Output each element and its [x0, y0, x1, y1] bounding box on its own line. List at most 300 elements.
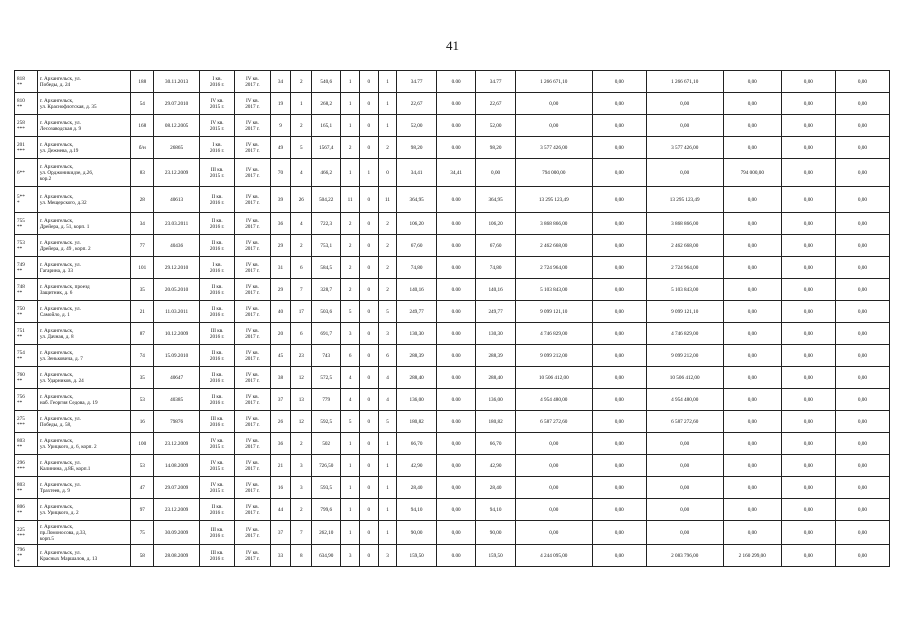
- cell-c16: 9 099 121,10: [515, 301, 592, 323]
- cell-c4: 40436: [154, 235, 200, 257]
- cell-c5: II кв. 2016 г.: [199, 389, 234, 411]
- cell-c13: 67,60: [397, 235, 436, 257]
- cell-c17: 0,00: [592, 279, 646, 301]
- cell-c9: 540,6: [312, 71, 341, 93]
- cell-c18: 5 103 843,00: [646, 279, 723, 301]
- cell-c20: 0,00: [781, 71, 835, 93]
- cell-c11: 0: [359, 137, 378, 159]
- cell-c17: 0,00: [592, 213, 646, 235]
- cell-c9: 165,1: [312, 115, 341, 137]
- cell-c8: 8: [291, 545, 312, 567]
- cell-c19: 0,00: [723, 345, 781, 367]
- cell-c20: 0,00: [781, 213, 835, 235]
- cell-c15: 136,00: [476, 389, 515, 411]
- cell-c10: 4: [341, 367, 360, 389]
- cell-c7: 49: [270, 137, 291, 159]
- cell-id: 818 **: [15, 71, 38, 93]
- cell-c10: 1: [341, 433, 360, 455]
- cell-c18: 3 577 426,00: [646, 137, 723, 159]
- cell-c20: 0,00: [781, 455, 835, 477]
- cell-c5: II кв. 2016 г.: [199, 213, 234, 235]
- cell-c13: 130,30: [397, 323, 436, 345]
- cell-c18: 1 266 671,10: [646, 71, 723, 93]
- cell-c16: 0,00: [515, 455, 592, 477]
- table-row: [15, 499, 890, 521]
- cell-c12: 1: [378, 115, 397, 137]
- cell-c9: 592,5: [312, 411, 341, 433]
- cell-c13: 34.77: [397, 71, 436, 93]
- cell-c10: 2: [341, 235, 360, 257]
- cell-c21: 0,00: [835, 411, 889, 433]
- cell-c16: 0,00: [515, 93, 592, 115]
- cell-c13: 34,41: [397, 159, 436, 187]
- table-row: [15, 455, 890, 477]
- cell-c20: 0,00: [781, 301, 835, 323]
- cell-c19: 0,00: [723, 137, 781, 159]
- cell-c12: 3: [378, 323, 397, 345]
- cell-c6: IV кв. 2017 г.: [235, 477, 270, 499]
- cell-c4: 40647: [154, 367, 200, 389]
- cell-c19: 0,00: [723, 367, 781, 389]
- cell-c3: 35: [131, 279, 154, 301]
- cell-c13: 42,90: [397, 455, 436, 477]
- cell-c14: 0.00: [436, 545, 475, 567]
- table-row: [15, 187, 890, 213]
- cell-c20: 0,00: [781, 279, 835, 301]
- cell-c7: 36: [270, 433, 291, 455]
- cell-c7: 9: [270, 115, 291, 137]
- cell-c8: 5: [291, 137, 312, 159]
- cell-c15: 94,10: [476, 499, 515, 521]
- cell-c18: 4 746 829,00: [646, 323, 723, 345]
- cell-c3: 21: [131, 301, 154, 323]
- cell-c9: 799,6: [312, 499, 341, 521]
- cell-c11: 0: [359, 455, 378, 477]
- cell-c16: 0,00: [515, 521, 592, 545]
- cell-c5: III кв. 2016 г.: [199, 521, 234, 545]
- table-row: [15, 323, 890, 345]
- cell-c4: 14.08.2009: [154, 455, 200, 477]
- cell-c19: 0,00: [723, 389, 781, 411]
- cell-c7: 19: [270, 93, 291, 115]
- cell-c18: 4 954 480,00: [646, 389, 723, 411]
- cell-c5: IV кв. 2015 г.: [199, 455, 234, 477]
- cell-id: 748 **: [15, 279, 38, 301]
- cell-c14: 0.00: [436, 411, 475, 433]
- cell-address: г. Архангельск, ул. Красных Маршалов, д. 13: [37, 545, 131, 567]
- cell-c19: 0,00: [723, 115, 781, 137]
- cell-c6: IV кв. 2017 г.: [235, 257, 270, 279]
- cell-c13: 140,16: [397, 279, 436, 301]
- table-row: [15, 159, 890, 187]
- cell-c16: 0,00: [515, 433, 592, 455]
- cell-c6: IV кв. 2017 г.: [235, 235, 270, 257]
- cell-c17: 0,00: [592, 159, 646, 187]
- cell-c12: 4: [378, 389, 397, 411]
- cell-c19: 0,00: [723, 257, 781, 279]
- cell-c16: 4 954 480,00: [515, 389, 592, 411]
- cell-c13: 288,39: [397, 345, 436, 367]
- cell-c21: 0,00: [835, 257, 889, 279]
- cell-c3: 54: [131, 93, 154, 115]
- cell-c17: 0,00: [592, 187, 646, 213]
- cell-c8: 2: [291, 235, 312, 257]
- cell-c13: 52,00: [397, 115, 436, 137]
- cell-c15: 34.77: [476, 71, 515, 93]
- cell-address: г. Архангельск, ул. Краснофлотская, д. 35: [37, 93, 131, 115]
- cell-c3: 28: [131, 187, 154, 213]
- cell-c14: 0.00: [436, 187, 475, 213]
- cell-c18: 13 295 123,49: [646, 187, 723, 213]
- cell-c4: 30.09.2009: [154, 521, 200, 545]
- cell-c9: 328,7: [312, 279, 341, 301]
- cell-c3: 87: [131, 323, 154, 345]
- cell-c17: 0,00: [592, 323, 646, 345]
- table-row: [15, 115, 890, 137]
- cell-id: 296 ***: [15, 455, 38, 477]
- cell-c3: 97: [131, 499, 154, 521]
- cell-id: 755 **: [15, 213, 38, 235]
- table-row: [15, 433, 890, 455]
- cell-c18: 9 099 212,00: [646, 345, 723, 367]
- cell-c17: 0,00: [592, 93, 646, 115]
- cell-c15: 249,77: [476, 301, 515, 323]
- table-row: [15, 235, 890, 257]
- cell-c17: 0,00: [592, 367, 646, 389]
- cell-c14: 0.00: [436, 345, 475, 367]
- cell-c17: 0,00: [592, 137, 646, 159]
- cell-c5: III кв. 2015 г.: [199, 159, 234, 187]
- cell-c6: IV кв. 2017 г.: [235, 213, 270, 235]
- table-row: [15, 257, 890, 279]
- cell-c9: 753,1: [312, 235, 341, 257]
- cell-c9: 262,10: [312, 521, 341, 545]
- cell-c7: 16: [270, 477, 291, 499]
- cell-c6: IV кв. 2017 г.: [235, 521, 270, 545]
- cell-c15: 130,30: [476, 323, 515, 345]
- cell-id: 754 **: [15, 345, 38, 367]
- cell-c17: 0,00: [592, 521, 646, 545]
- cell-c3: 100: [131, 433, 154, 455]
- cell-c20: 0,00: [781, 367, 835, 389]
- cell-c3: 83: [131, 159, 154, 187]
- cell-c9: 572,5: [312, 367, 341, 389]
- cell-c18: 0,00: [646, 521, 723, 545]
- cell-c10: 1: [341, 115, 360, 137]
- cell-c15: 106,20: [476, 213, 515, 235]
- cell-c17: 0,00: [592, 115, 646, 137]
- table-row: [15, 71, 890, 93]
- cell-c3: 34: [131, 213, 154, 235]
- cell-c8: 23: [291, 345, 312, 367]
- cell-c14: 0.00: [436, 213, 475, 235]
- cell-c6: IV кв. 2017 г.: [235, 345, 270, 367]
- cell-c20: 0,00: [781, 115, 835, 137]
- cell-c19: 0,00: [723, 279, 781, 301]
- cell-c3: 101: [131, 257, 154, 279]
- cell-c20: 0,00: [781, 545, 835, 567]
- cell-c15: 28,40: [476, 477, 515, 499]
- cell-c15: 288,39: [476, 345, 515, 367]
- cell-id: 275 ***: [15, 411, 38, 433]
- cell-c8: 13: [291, 389, 312, 411]
- cell-c4: 28.08.2009: [154, 545, 200, 567]
- cell-c4: 23.12.2009: [154, 159, 200, 187]
- cell-c15: 22,67: [476, 93, 515, 115]
- cell-c5: IV кв. 2015 г.: [199, 433, 234, 455]
- cell-c5: II кв. 2016 г.: [199, 301, 234, 323]
- cell-c6: IV кв. 2017 г.: [235, 159, 270, 187]
- cell-c9: 593,5: [312, 477, 341, 499]
- cell-address: г. Архангельск, наб. Георгия Седова, д. 19: [37, 389, 131, 411]
- cell-c9: 743: [312, 345, 341, 367]
- cell-c20: 0,00: [781, 433, 835, 455]
- cell-c21: 0,00: [835, 235, 889, 257]
- cell-c17: 0,00: [592, 345, 646, 367]
- cell-c6: IV кв. 2017 г.: [235, 187, 270, 213]
- cell-c13: 364,95: [397, 187, 436, 213]
- cell-c15: 180,82: [476, 411, 515, 433]
- cell-c14: 0.00: [436, 279, 475, 301]
- cell-c21: 0,00: [835, 345, 889, 367]
- cell-c3: 53: [131, 389, 154, 411]
- cell-c16: 2 724 964,00: [515, 257, 592, 279]
- cell-c8: 2: [291, 433, 312, 455]
- cell-c19: 0,00: [723, 187, 781, 213]
- cell-c13: 94,10: [397, 499, 436, 521]
- cell-c8: 3: [291, 477, 312, 499]
- cell-c16: 10 506 412,00: [515, 367, 592, 389]
- cell-c4: 23.12.2009: [154, 433, 200, 455]
- cell-c14: 0,00: [436, 455, 475, 477]
- cell-c14: 0.00: [436, 389, 475, 411]
- housing-table: [14, 70, 890, 567]
- cell-address: г. Архангельск, ул. Дежнева, д.19: [37, 137, 131, 159]
- cell-id: 803 **: [15, 477, 38, 499]
- cell-c16: 3 868 866,00: [515, 213, 592, 235]
- cell-c15: 364,95: [476, 187, 515, 213]
- cell-c12: 1: [378, 521, 397, 545]
- cell-c12: 11: [378, 187, 397, 213]
- cell-id: 803 **: [15, 433, 38, 455]
- cell-c9: 504,22: [312, 187, 341, 213]
- cell-c18: 0,00: [646, 93, 723, 115]
- cell-c4: 15.09.2010: [154, 345, 200, 367]
- cell-address: г. Архангельск, ул. Дачная, д. 8: [37, 323, 131, 345]
- cell-c15: 140,16: [476, 279, 515, 301]
- table-row: [15, 93, 890, 115]
- cell-c3: 188: [131, 71, 154, 93]
- cell-address: г. Архангельск, ул. Мещерского, д.32: [37, 187, 131, 213]
- cell-c8: 17: [291, 301, 312, 323]
- cell-c7: 29: [270, 279, 291, 301]
- cell-c17: 0,00: [592, 545, 646, 567]
- cell-c10: 2: [341, 137, 360, 159]
- cell-c18: 0,00: [646, 455, 723, 477]
- cell-c9: 634,90: [312, 545, 341, 567]
- cell-c10: 3: [341, 323, 360, 345]
- cell-c7: 33: [270, 545, 291, 567]
- cell-c11: 0: [359, 499, 378, 521]
- cell-c20: 0,00: [781, 93, 835, 115]
- cell-c14: 0.00: [436, 367, 475, 389]
- cell-c19: 0,00: [723, 301, 781, 323]
- cell-c16: 4 746 829,00: [515, 323, 592, 345]
- cell-c12: 1: [378, 93, 397, 115]
- cell-c11: 0: [359, 115, 378, 137]
- cell-c10: 1: [341, 477, 360, 499]
- cell-c20: 0,00: [781, 137, 835, 159]
- cell-c19: 0,00: [723, 433, 781, 455]
- cell-c3: 74: [131, 345, 154, 367]
- cell-c8: 4: [291, 159, 312, 187]
- cell-c18: 0,00: [646, 115, 723, 137]
- cell-c13: 74,80: [397, 257, 436, 279]
- cell-c7: 36: [270, 213, 291, 235]
- cell-c16: 0,00: [515, 499, 592, 521]
- cell-c6: IV кв. 2017 г.: [235, 71, 270, 93]
- cell-c4: 29.12.2010: [154, 257, 200, 279]
- cell-c13: 66,70: [397, 433, 436, 455]
- cell-c7: 31: [270, 257, 291, 279]
- cell-c18: 2 724 964,00: [646, 257, 723, 279]
- cell-address: г. Архангельск, ул. Победы, д. 24: [37, 71, 131, 93]
- cell-c21: 0,00: [835, 433, 889, 455]
- cell-c5: I кв. 2016 г.: [199, 71, 234, 93]
- cell-c13: 136,00: [397, 389, 436, 411]
- cell-c18: 2 083 796,00: [646, 545, 723, 567]
- cell-c7: 44: [270, 499, 291, 521]
- cell-c16: 13 295 123,49: [515, 187, 592, 213]
- cell-c21: 0,00: [835, 187, 889, 213]
- cell-c18: 6 587 272,60: [646, 411, 723, 433]
- cell-c16: 0,00: [515, 477, 592, 499]
- cell-c12: 1: [378, 71, 397, 93]
- table-row: [15, 545, 890, 567]
- cell-c5: III кв. 2016 г.: [199, 323, 234, 345]
- cell-address: г. Архангельск, ул. Гагарина, д. 33: [37, 257, 131, 279]
- cell-c4: 08.12.2005: [154, 115, 200, 137]
- cell-c12: 1: [378, 455, 397, 477]
- cell-c3: 77: [131, 235, 154, 257]
- cell-address: г. Архангельск, пр.Ломоносова, д.33, корп.5: [37, 521, 131, 545]
- table-row: [15, 279, 890, 301]
- cell-c14: 0,00: [436, 499, 475, 521]
- cell-c4: 40385: [154, 389, 200, 411]
- cell-c11: 0: [359, 93, 378, 115]
- cell-c4: 30.11.2013: [154, 71, 200, 93]
- cell-c21: 0,00: [835, 213, 889, 235]
- cell-c7: 20: [270, 323, 291, 345]
- cell-c4: 23.03.2011: [154, 213, 200, 235]
- cell-c20: 0,00: [781, 159, 835, 187]
- cell-c5: II кв. 2016 г.: [199, 235, 234, 257]
- cell-c17: 0,00: [592, 433, 646, 455]
- cell-address: г. Архангельск, ул. Самойло, д. 1: [37, 301, 131, 323]
- cell-c3: 35: [131, 367, 154, 389]
- cell-c7: 21: [270, 455, 291, 477]
- cell-c21: 0,00: [835, 499, 889, 521]
- cell-c15: 159,50: [476, 545, 515, 567]
- cell-c3: 16: [131, 411, 154, 433]
- cell-c16: 794 000,00: [515, 159, 592, 187]
- cell-c11: 0: [359, 279, 378, 301]
- cell-c9: 466,2: [312, 159, 341, 187]
- cell-c10: 1: [341, 499, 360, 521]
- cell-c7: 37: [270, 389, 291, 411]
- cell-c11: 0: [359, 257, 378, 279]
- cell-id: 5** *: [15, 187, 38, 213]
- cell-c8: 2: [291, 115, 312, 137]
- cell-c9: 726,50: [312, 455, 341, 477]
- cell-c6: IV кв. 2017 г.: [235, 279, 270, 301]
- cell-c21: 0,00: [835, 323, 889, 345]
- cell-c20: 0,00: [781, 345, 835, 367]
- cell-c16: 1 266 671,10: [515, 71, 592, 93]
- cell-c10: 2: [341, 279, 360, 301]
- cell-c20: 0,00: [781, 187, 835, 213]
- cell-c7: 26: [270, 411, 291, 433]
- cell-c7: 29: [270, 235, 291, 257]
- cell-c7: 38: [270, 367, 291, 389]
- cell-c6: IV кв. 2017 г.: [235, 367, 270, 389]
- cell-c21: 0,00: [835, 93, 889, 115]
- cell-c13: 106,20: [397, 213, 436, 235]
- cell-c9: 502: [312, 433, 341, 455]
- cell-id: 760 **: [15, 367, 38, 389]
- cell-c12: 6: [378, 345, 397, 367]
- cell-c20: 0,00: [781, 477, 835, 499]
- cell-c11: 0: [359, 521, 378, 545]
- cell-c17: 0,00: [592, 389, 646, 411]
- cell-c17: 0,00: [592, 477, 646, 499]
- cell-c4: 40613: [154, 187, 200, 213]
- cell-c5: II кв. 2016 г.: [199, 499, 234, 521]
- cell-c12: 2: [378, 257, 397, 279]
- cell-c6: IV кв. 2017 г.: [235, 115, 270, 137]
- cell-c12: 2: [378, 213, 397, 235]
- cell-c11: 0: [359, 411, 378, 433]
- cell-id: 810 **: [15, 93, 38, 115]
- cell-c18: 9 099 121,10: [646, 301, 723, 323]
- cell-c10: 1: [341, 71, 360, 93]
- cell-c13: 22,67: [397, 93, 436, 115]
- cell-c6: IV кв. 2017 г.: [235, 137, 270, 159]
- cell-c9: 691,7: [312, 323, 341, 345]
- cell-c21: 0,00: [835, 389, 889, 411]
- cell-c4: 26865: [154, 137, 200, 159]
- cell-c15: 66,70: [476, 433, 515, 455]
- cell-c14: 0,00: [436, 521, 475, 545]
- cell-c5: IV кв. 2015 г.: [199, 93, 234, 115]
- cell-c8: 3: [291, 455, 312, 477]
- cell-c3: 168: [131, 115, 154, 137]
- cell-c18: 0,00: [646, 477, 723, 499]
- cell-c21: 0,00: [835, 521, 889, 545]
- cell-c8: 2: [291, 71, 312, 93]
- cell-c5: I кв. 2016 г.: [199, 257, 234, 279]
- cell-c7: 39: [270, 187, 291, 213]
- cell-c14: 34,41: [436, 159, 475, 187]
- cell-c21: 0,00: [835, 137, 889, 159]
- cell-c12: 2: [378, 137, 397, 159]
- cell-c21: 0,00: [835, 159, 889, 187]
- cell-c21: 0,00: [835, 545, 889, 567]
- cell-c20: 0,00: [781, 323, 835, 345]
- cell-c12: 1: [378, 433, 397, 455]
- cell-c20: 0,00: [781, 521, 835, 545]
- cell-c11: 0: [359, 187, 378, 213]
